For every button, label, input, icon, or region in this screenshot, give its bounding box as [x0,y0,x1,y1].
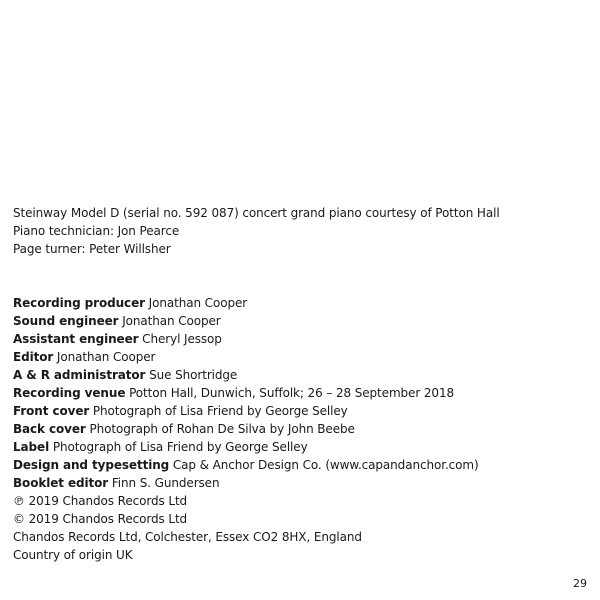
credit-role: Back cover [13,422,86,436]
credit-ar-administrator [13,366,479,384]
phonographic-copyright: ℗ 2019 Chandos Records Ltd [13,494,188,508]
credit-label [13,438,479,456]
credit-role: Assistant engineer [13,332,139,346]
credit-role: Recording producer [13,296,145,310]
credits-block [13,294,479,564]
piano-technician-line: Piano technician: Jon Pearce [13,224,180,238]
credit-assistant-engineer [13,330,479,348]
credit-recording-producer [13,294,479,312]
credit-booklet-editor [13,474,479,492]
publisher-address: Chandos Records Ltd, Colchester, Essex CO2 8HX, England [13,530,362,544]
credit-sound-engineer [13,312,479,330]
credit-role: Editor [13,350,54,364]
credit-design-typesetting [13,456,479,474]
credit-role: Design and typesetting [13,458,170,472]
credit-recording-venue [13,384,479,402]
credit-back-cover [13,420,479,438]
credit-role: Sound engineer [13,314,119,328]
credit-value: Cap & Anchor Design Co. (www.capandanchor.com) [172,458,479,472]
credit-value: Jonathan Cooper [122,314,221,328]
credit-value: Photograph of Rohan De Silva by John Beebe [89,422,355,436]
credit-value: Potton Hall, Dunwich, Suffolk; 26 – 28 September 2018 [129,386,455,400]
credit-value: Jonathan Cooper [56,350,156,364]
credit-role: Label [13,440,50,454]
credit-value: Photograph of Lisa Friend by George Selley [52,440,308,454]
credit-value: Photograph of Lisa Friend by George Selley [92,404,348,418]
piano-info-block [13,204,500,258]
credit-role: A & R administrator [13,368,146,382]
credit-value: Sue Shortridge [149,368,238,382]
credit-role: Recording venue [13,386,126,400]
credit-role: Booklet editor [13,476,109,490]
credit-value: Cheryl Jessop [142,332,222,346]
country-of-origin: Country of origin UK [13,548,133,562]
credit-front-cover [13,402,479,420]
piano-line: Steinway Model D (serial no. 592 087) concert grand piano courtesy of Potton Hall [13,206,500,220]
copyright: © 2019 Chandos Records Ltd [13,512,188,526]
credit-editor [13,348,479,366]
credit-value: Jonathan Cooper [148,296,248,310]
credit-role: Front cover [13,404,90,418]
page-turner-line: Page turner: Peter Willsher [13,242,171,256]
credit-value: Finn S. Gundersen [111,476,220,490]
page-number: 29 [573,577,587,590]
